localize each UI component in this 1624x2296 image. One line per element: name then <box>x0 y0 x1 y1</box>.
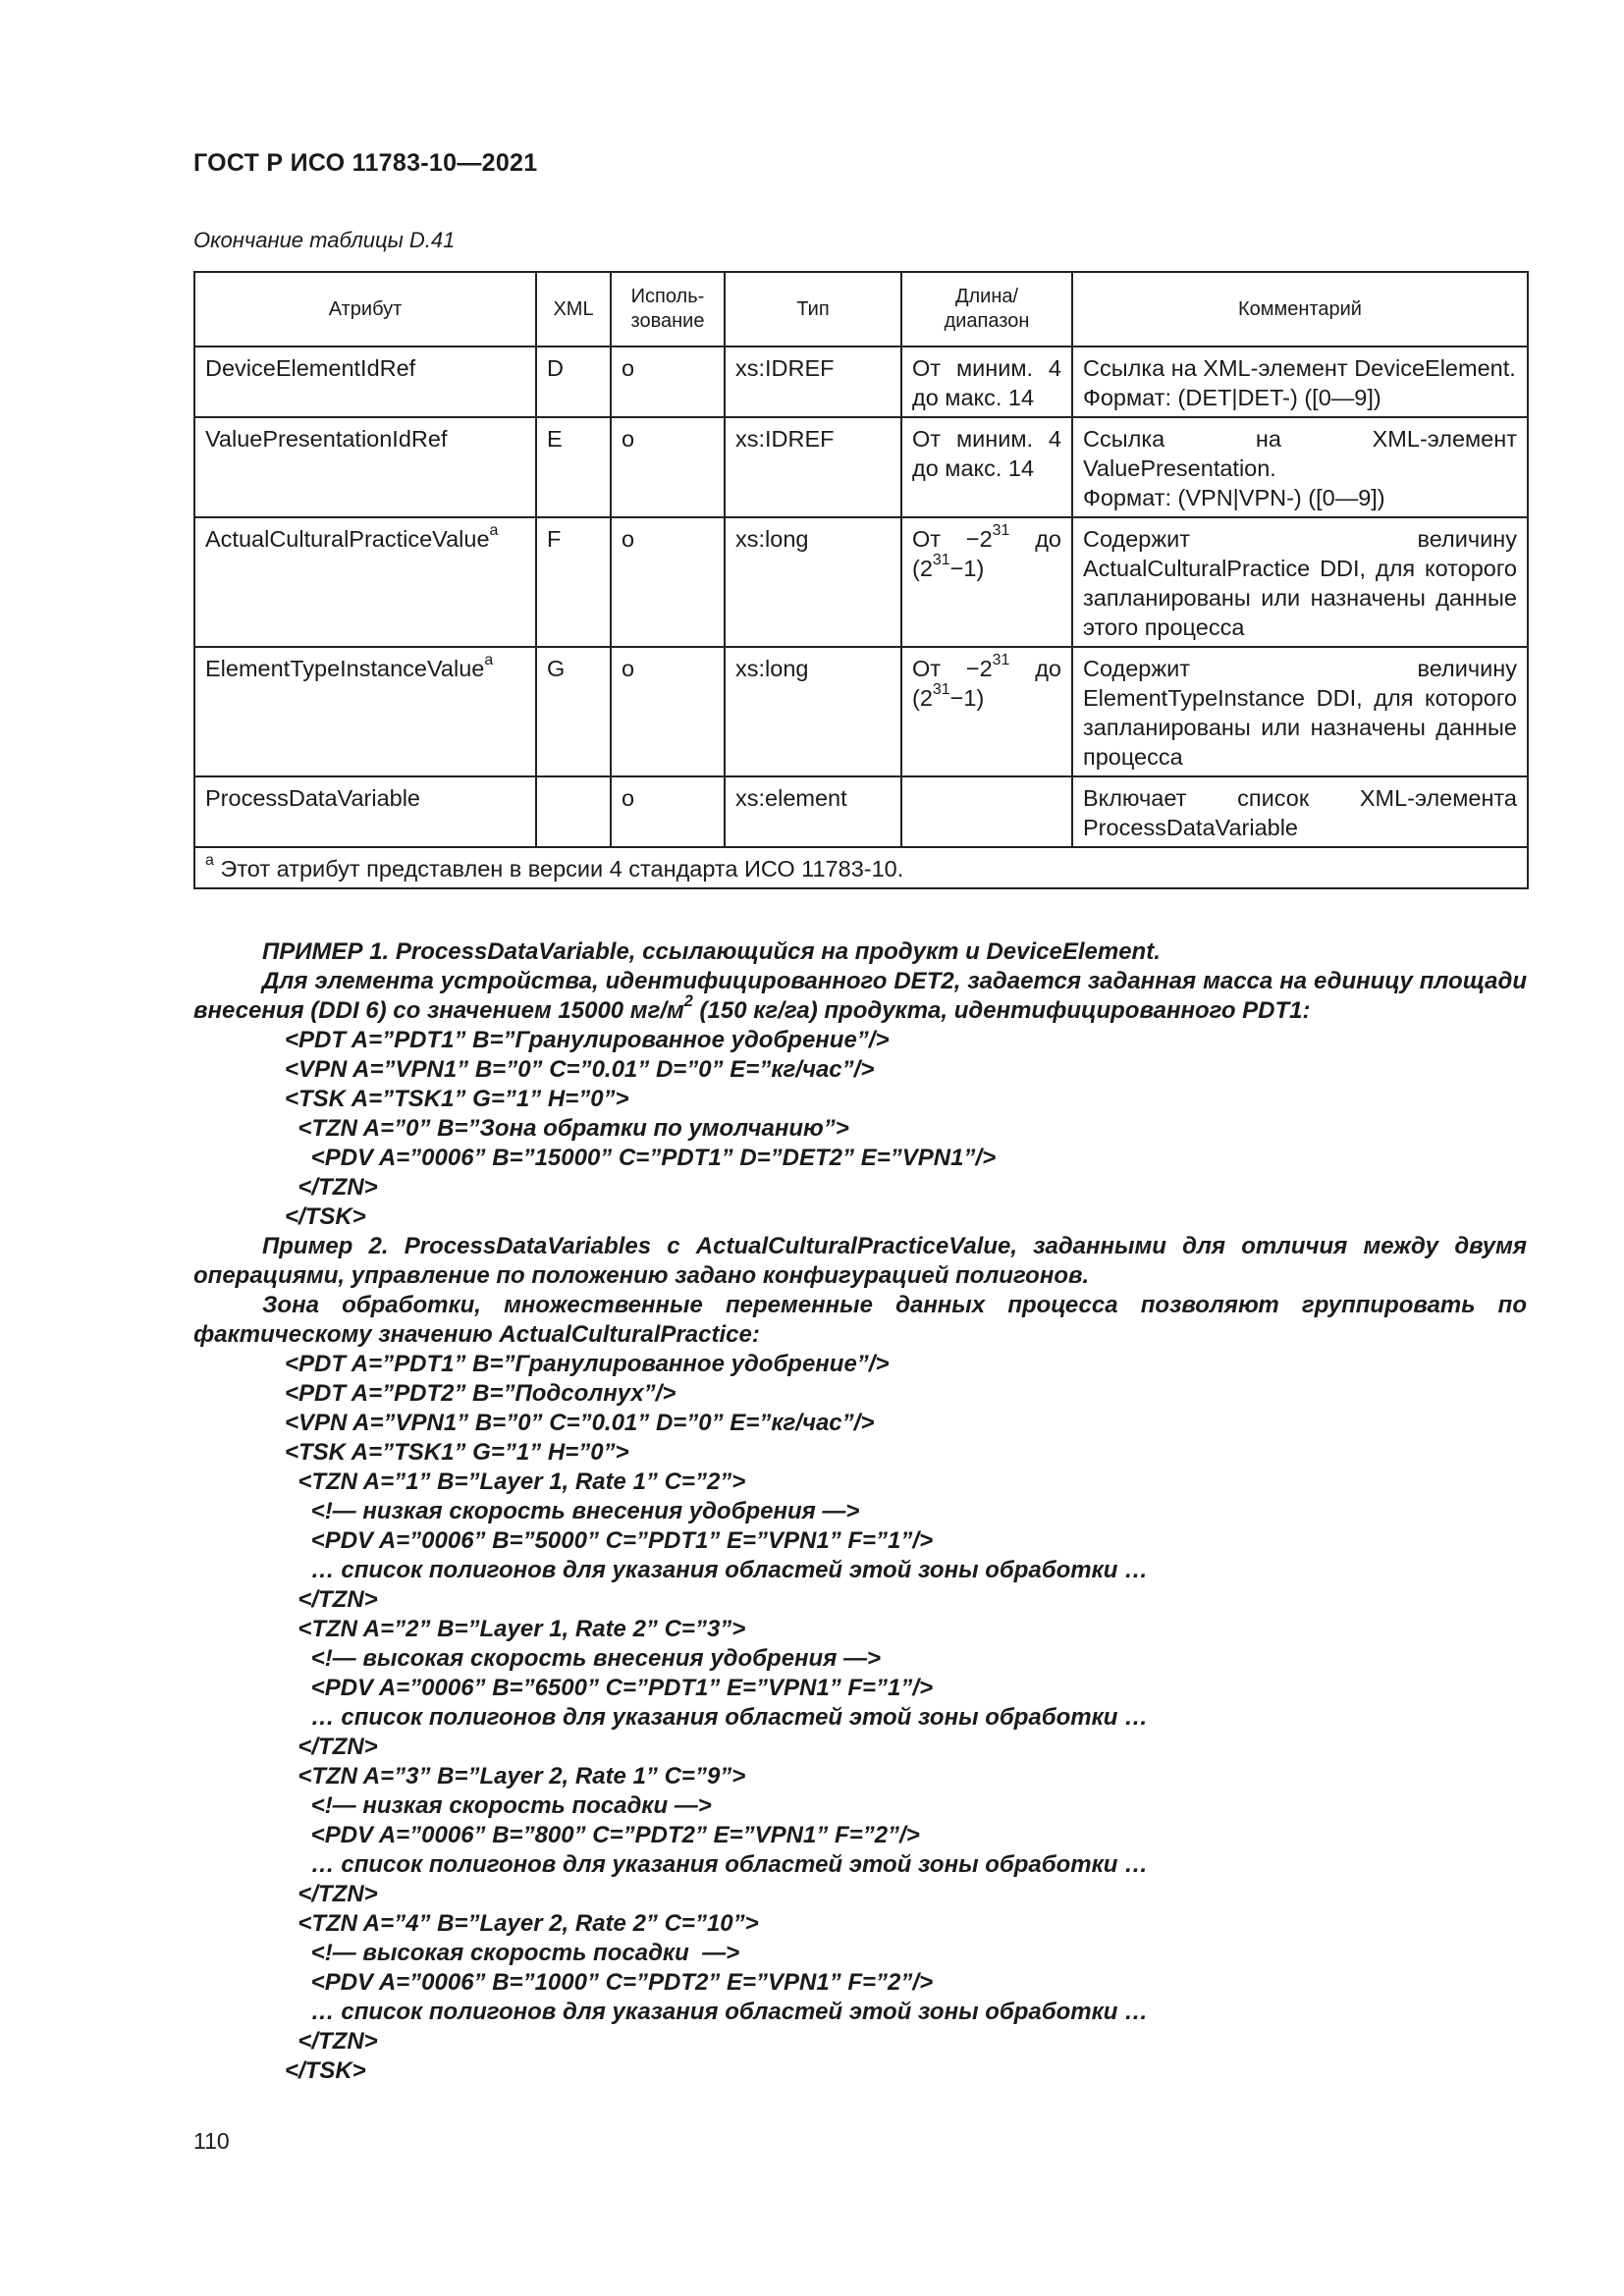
cell-type: xs:IDREF <box>725 347 901 417</box>
code-line: <PDT A=”PDT1” B=”Гранулированное удобрение”/> <box>285 1351 890 1377</box>
example-1-text <box>193 967 1527 1026</box>
code-line: <PDT A=”PDT2” B=”Подсолнух”/> <box>285 1380 677 1407</box>
code-line: <VPN A=”VPN1” B=”0” C=”0.01” D=”0” E=”кг/час”/> <box>285 1410 875 1436</box>
cell-usage: o <box>611 347 725 417</box>
cell-attribute <box>194 647 536 776</box>
comment-text: Ссылка на XML-элемент DeviceElement. <box>1083 355 1516 381</box>
table-row <box>194 347 1528 417</box>
table-row <box>194 776 1528 847</box>
cell-attribute: ProcessDataVariable <box>194 776 536 847</box>
cell-comment: Включает список XML-элемента ProcessDataVariable <box>1072 776 1528 847</box>
code-line: </TZN> <box>285 2028 378 2055</box>
code-line: <PDT A=”PDT1” B=”Гранулированное удобрение”/> <box>285 1027 890 1053</box>
column-header-xml: XML <box>536 272 611 347</box>
code-line: </TSK> <box>285 2057 366 2084</box>
range-end: −1) <box>949 556 985 581</box>
code-line: <PDV A=”0006” B=”15000” C=”PDT1” D=”DET2” E=”VPN1”/> <box>285 1145 997 1171</box>
range-exponent: 31 <box>992 521 1010 539</box>
code-line: <TSK A=”TSK1” G=”1” H=”0”> <box>285 1439 629 1466</box>
table-header-row <box>194 272 1528 347</box>
cell-xml: E <box>536 417 611 517</box>
code-line: <!— высокая скорость внесения удобрения —> <box>285 1645 882 1672</box>
cell-comment: Содержит величину ElementTypeInstance DDI, для которого запланированы или назначены данные процесса <box>1072 647 1528 776</box>
range-from: От −2 <box>912 656 993 681</box>
comment-format: Формат: (VPN|VPN-) ([0—9]) <box>1083 485 1385 510</box>
range-exponent: 31 <box>992 651 1010 668</box>
table-row <box>194 517 1528 647</box>
code-line: <PDV A=”0006” B=”1000” C=”PDT2” E=”VPN1” F=”2”/> <box>285 1969 934 1996</box>
column-header-attribute: Атрибут <box>194 272 536 347</box>
code-line: </TZN> <box>285 1174 378 1201</box>
code-line: <VPN A=”VPN1” B=”0” C=”0.01” D=”0” E=”кг/час”/> <box>285 1056 875 1083</box>
example-1-text-tail: (150 кг/га) продукта, идентифицированного PDT1: <box>692 997 1311 1024</box>
cell-range <box>901 776 1072 847</box>
column-header-usage <box>611 272 725 347</box>
cell-range: От миним. 4 до макс. 14 <box>901 417 1072 517</box>
column-header-range-text: Длина/ диапазон <box>944 286 1030 332</box>
cell-attribute: DeviceElementIdRef <box>194 347 536 417</box>
example-1-code <box>193 1026 1527 1232</box>
footnote-text: Этот атрибут представлен в версии 4 стандарта ИСО 11783-10. <box>220 856 904 881</box>
cell-usage: o <box>611 776 725 847</box>
cell-xml: G <box>536 647 611 776</box>
code-line: <TZN A=”4” B=”Layer 2, Rate 2” C=”10”> <box>285 1910 759 1937</box>
range-to: до (2 <box>912 526 1061 581</box>
code-line: … список полигонов для указания областей этой зоны обработки … <box>285 1999 1149 2025</box>
code-line: </TZN> <box>285 1881 378 1907</box>
footnote-mark: a <box>205 851 214 869</box>
examples-section <box>193 937 1527 2086</box>
code-line: </TZN> <box>285 1734 378 1760</box>
example-1-text-main: Для элемента устройства, идентифицированного DET2, задается заданная масса на единицу площади внесения (DDI 6) со значением 15000 мг/м <box>193 968 1527 1024</box>
footnote-mark: a <box>484 651 494 668</box>
range-from: От −2 <box>912 526 993 552</box>
comment-text: Ссылка на XML-элемент ValuePresentation. <box>1083 426 1517 481</box>
column-header-type: Тип <box>725 272 901 347</box>
comment-format: Формат: (DET|DET-) ([0—9]) <box>1083 385 1381 410</box>
example-2-text: Зона обработки, множественные переменные данных процесса позволяют группировать по фактическому значению ActualCulturalPractice: <box>193 1292 1527 1348</box>
code-line: <PDV A=”0006” B=”6500” C=”PDT1” E=”VPN1” F=”1”/> <box>285 1675 934 1701</box>
range-to: до (2 <box>912 656 1061 711</box>
cell-xml: D <box>536 347 611 417</box>
table-footnote <box>194 847 1528 888</box>
table-row <box>194 417 1528 517</box>
code-line: <PDV A=”0006” B=”800” C=”PDT2” E=”VPN1” F=”2”/> <box>285 1822 920 1848</box>
cell-type: xs:long <box>725 647 901 776</box>
cell-range <box>901 517 1072 647</box>
cell-type: xs:IDREF <box>725 417 901 517</box>
cell-usage: o <box>611 517 725 647</box>
table-row <box>194 647 1528 776</box>
code-line: <TSK A=”TSK1” G=”1” H=”0”> <box>285 1086 629 1112</box>
code-line: </TZN> <box>285 1586 378 1613</box>
code-line: <TZN A=”3” B=”Layer 2, Rate 1” C=”9”> <box>285 1763 746 1789</box>
cell-type: xs:element <box>725 776 901 847</box>
example-1-title: ПРИМЕР 1. ProcessDataVariable, ссылающийся на продукт и DeviceElement. <box>262 938 1161 965</box>
attributes-table <box>193 271 1529 889</box>
range-exponent: 31 <box>932 680 950 698</box>
code-line: <PDV A=”0006” B=”5000” C=”PDT1” E=”VPN1” F=”1”/> <box>285 1527 934 1554</box>
code-line: <TZN A=”1” B=”Layer 1, Rate 1” C=”2”> <box>285 1468 746 1495</box>
cell-range: От миним. 4 до макс. 14 <box>901 347 1072 417</box>
cell-type: xs:long <box>725 517 901 647</box>
range-end: −1) <box>949 685 985 711</box>
column-header-usage-text: Исполь- зование <box>630 286 705 332</box>
table-caption: Окончание таблицы D.41 <box>193 228 456 252</box>
table-footnote-row <box>194 847 1528 888</box>
code-line: <!— низкая скорость внесения удобрения —> <box>285 1498 860 1524</box>
example-1-unit-exponent: 2 <box>683 991 693 1010</box>
attribute-name: ElementTypeInstanceValue <box>205 656 485 681</box>
cell-attribute <box>194 517 536 647</box>
code-line: <!— низкая скорость посадки —> <box>285 1792 712 1819</box>
cell-range <box>901 647 1072 776</box>
example-2-code <box>193 1350 1527 2086</box>
cell-usage: o <box>611 417 725 517</box>
column-header-comment: Комментарий <box>1072 272 1528 347</box>
cell-comment: Содержит величину ActualCulturalPractice DDI, для которого запланированы или назначены данные этого процесса <box>1072 517 1528 647</box>
column-header-range <box>901 272 1072 347</box>
range-exponent: 31 <box>932 551 950 568</box>
footnote-mark: a <box>489 521 499 539</box>
cell-attribute: ValuePresentationIdRef <box>194 417 536 517</box>
code-line: </TSK> <box>285 1203 366 1230</box>
code-line: <TZN A=”2” B=”Layer 1, Rate 2” C=”3”> <box>285 1616 746 1642</box>
code-line: <TZN A=”0” B=”Зона обратки по умолчанию”> <box>285 1115 849 1142</box>
document-header: ГОСТ Р ИСО 11783-10—2021 <box>193 149 538 177</box>
example-2-title: Пример 2. ProcessDataVariables с ActualCulturalPracticeValue, заданными для отличия между двумя операциями, управление по положению задано конфигурацией полигонов. <box>193 1233 1527 1289</box>
cell-comment <box>1072 347 1528 417</box>
attribute-name: ActualCulturalPracticeValue <box>205 526 490 552</box>
cell-usage: o <box>611 647 725 776</box>
code-line: … список полигонов для указания областей этой зоны обработки … <box>285 1704 1149 1731</box>
cell-xml: F <box>536 517 611 647</box>
cell-xml <box>536 776 611 847</box>
code-line: <!— высокая скорость посадки —> <box>285 1940 740 1966</box>
code-line: … список полигонов для указания областей этой зоны обработки … <box>285 1851 1149 1878</box>
code-line: … список полигонов для указания областей этой зоны обработки … <box>285 1557 1149 1583</box>
page-number: 110 <box>193 2128 230 2154</box>
cell-comment <box>1072 417 1528 517</box>
